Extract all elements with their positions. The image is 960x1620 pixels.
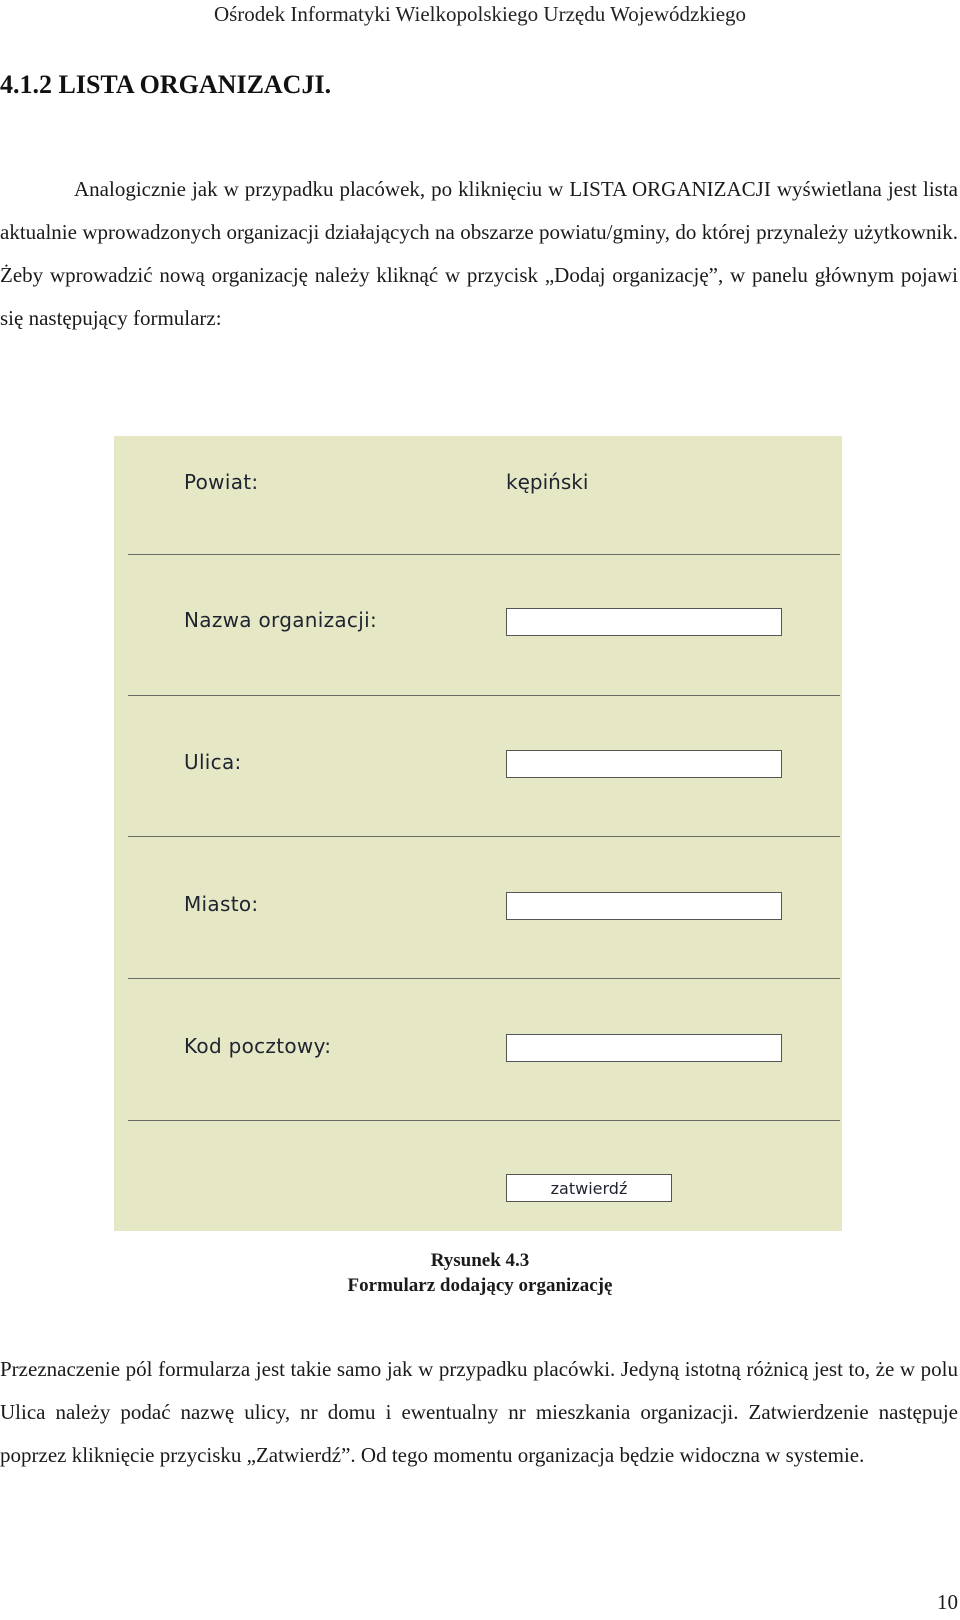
form-divider [128,695,840,696]
miasto-label: Miasto: [184,892,259,916]
figure-caption-title: Formularz dodający organizację [347,1275,613,1296]
form-divider [128,1120,840,1121]
kod-pocztowy-input[interactable] [506,1034,782,1062]
ulica-input[interactable] [506,750,782,778]
intro-paragraph [0,168,958,340]
kod-pocztowy-label: Kod pocztowy: [184,1034,332,1058]
page-header: Ośrodek Informatyki Wielkopolskiego Urzędu Wojewódzkiego [213,2,747,26]
page-number: 10 [937,1590,958,1614]
form-divider [128,554,840,555]
figure-caption-number: Rysunek 4.3 [430,1250,530,1271]
powiat-label: Powiat: [184,470,259,494]
description-paragraph: Przeznaczenie pól formularza jest takie samo jak w przypadku placówki. Jedyną istotną różnicą jest to, że w polu Ulica należy podać nazwę ulicy, nr domu i ewentualny nr mieszkania organizacji. Zatwierdzenie następuje poprzez kliknięcie przycisku „Zatwierdź”. Od tego momentu organizacja będzie widoczna w systemie. [0,1357,958,1467]
miasto-input[interactable] [506,892,782,920]
section-title: 4.1.2 LISTA ORGANIZACJI. [0,70,332,99]
add-organization-form [114,436,842,1231]
powiat-value: kępiński [506,470,589,494]
zatwierdz-button[interactable]: zatwierdź [506,1174,672,1202]
ulica-label: Ulica: [184,750,242,774]
nazwa-organizacji-input[interactable] [506,608,782,636]
form-divider [128,836,840,837]
intro-paragraph-text: Analogicznie jak w przypadku placówek, po kliknięciu w LISTA ORGANIZACJI wyświetlana jest lista aktualnie wprowadzonych organizacji działających na obszarze powiatu/gminy, do której przynależy użytkownik. Żeby wprowadzić nową organizację należy kliknąć w przycisk „Dodaj organizację”, w panelu głównym pojawi się następujący formularz: [0,177,958,330]
form-divider [128,978,840,979]
nazwa-organizacji-label: Nazwa organizacji: [184,608,377,632]
